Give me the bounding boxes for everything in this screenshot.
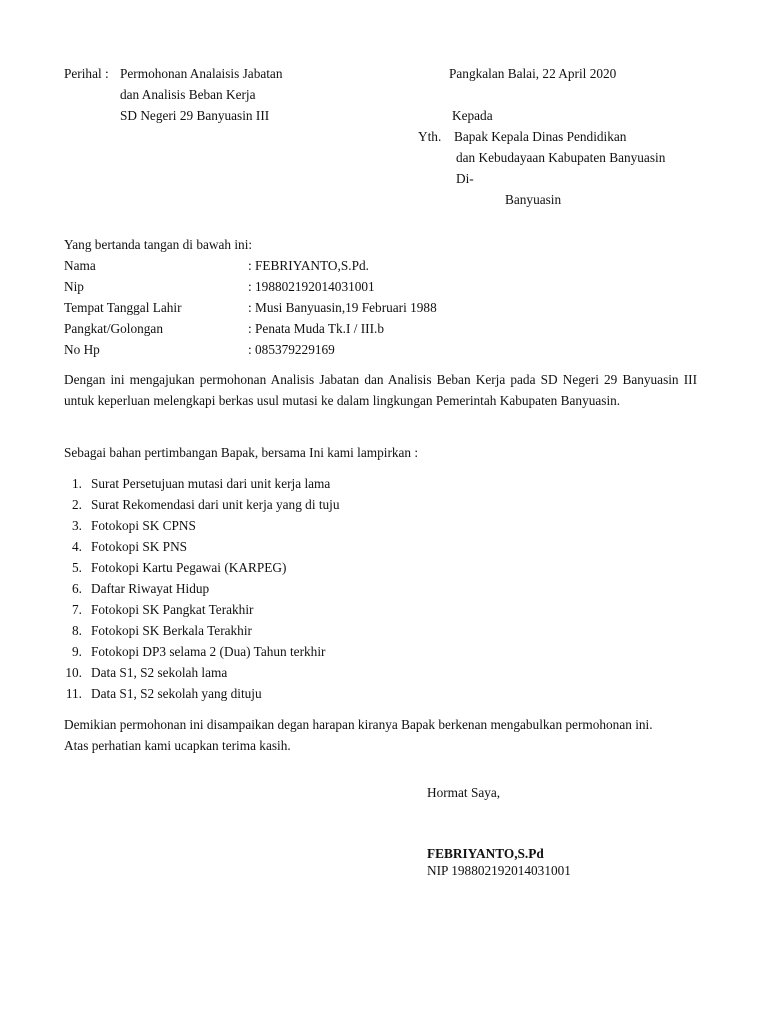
perihal-line-2: dan Analisis Beban Kerja xyxy=(120,87,256,102)
list-item-number: 5. xyxy=(72,560,82,575)
list-item-text: Fotokopi SK Berkala Terakhir xyxy=(91,623,252,638)
list-item-text: Daftar Riwayat Hidup xyxy=(91,581,210,596)
list-item-number: 6. xyxy=(72,581,82,596)
recipient-line-1: Bapak Kepala Dinas Pendidikan xyxy=(454,129,627,144)
intro-text: Yang bertanda tangan di bawah ini: xyxy=(64,237,253,252)
identity-label-ttl: Tempat Tanggal Lahir xyxy=(64,300,182,315)
recipient-line-2: dan Kebudayaan Kabupaten Banyuasin xyxy=(456,150,666,165)
list-item-number: 11. xyxy=(65,686,82,701)
list-item-text: Data S1, S2 sekolah yang dituju xyxy=(91,686,262,701)
perihal-line-1: Permohonan Analaisis Jabatan xyxy=(120,66,283,81)
list-item-number: 10. xyxy=(65,665,82,680)
perihal-line-3: SD Negeri 29 Banyuasin III xyxy=(120,108,270,123)
perihal-label xyxy=(64,66,109,82)
identity-label-nama: Nama xyxy=(64,258,96,273)
list-item-text: Data S1, S2 sekolah lama xyxy=(91,665,228,680)
closing-paragraph: Demikian permohonan ini disampaikan degan harapan kiranya Bapak berkenan mengabulkan permohonan ini. Atas perhatian kami ucapkan terima kasih. xyxy=(64,717,653,753)
signature-name: FEBRIYANTO,S.Pd xyxy=(427,846,544,861)
list-item-number: 8. xyxy=(72,623,82,638)
identity-value-nama: : FEBRIYANTO,S.Pd. xyxy=(248,258,369,273)
request-paragraph: Dengan ini mengajukan permohonan Analisis Jabatan dan Analisis Beban Kerja pada SD Negeri 29 Banyuasin III untuk keperluan melengkapi berkas usul mutasi ke dalam lingkungan Pemerintah Kabupaten Banyuasin. xyxy=(64,372,697,408)
identity-label-nip: Nip xyxy=(64,279,84,294)
list-item-text: Fotokopi DP3 selama 2 (Dua) Tahun terkhir xyxy=(91,644,326,659)
identity-value-ttl: : Musi Banyuasin,19 Februari 1988 xyxy=(248,300,437,315)
list-item-text: Fotokopi SK CPNS xyxy=(91,518,196,533)
list-item-number: 3. xyxy=(72,518,82,533)
list-item-text: Fotokopi SK PNS xyxy=(91,539,188,554)
list-item-text: Surat Persetujuan mutasi dari unit kerja lama xyxy=(91,476,331,491)
list-item-number: 1. xyxy=(72,476,82,491)
attachments-intro: Sebagai bahan pertimbangan Bapak, bersama Ini kami lampirkan : xyxy=(64,445,419,460)
identity-value-pangkat: : Penata Muda Tk.I / III.b xyxy=(248,321,385,336)
list-item-number: 9. xyxy=(72,644,82,659)
list-item-number: 4. xyxy=(72,539,82,554)
perihal-separator: : xyxy=(105,66,109,81)
identity-value-hp: : 085379229169 xyxy=(248,342,335,357)
recipient-di: Di- xyxy=(456,171,474,186)
identity-label-pangkat: Pangkat/Golongan xyxy=(64,321,163,336)
place-date: Pangkalan Balai, 22 April 2020 xyxy=(449,66,617,81)
perihal-label-text: Perihal xyxy=(64,66,102,81)
recipient-kepada: Kepada xyxy=(452,108,493,123)
signature-nip: NIP 198802192014031001 xyxy=(427,863,571,878)
identity-label-hp: No Hp xyxy=(64,342,100,357)
list-item-number: 2. xyxy=(72,497,82,512)
recipient-yth: Yth. xyxy=(418,129,442,144)
list-item-text: Fotokopi Kartu Pegawai (KARPEG) xyxy=(91,560,287,575)
list-item-text: Surat Rekomendasi dari unit kerja yang di tuju xyxy=(91,497,340,512)
signature-greeting: Hormat Saya, xyxy=(427,785,501,800)
identity-value-nip: : 198802192014031001 xyxy=(248,279,375,294)
list-item-text: Fotokopi SK Pangkat Terakhir xyxy=(91,602,254,617)
list-item-number: 7. xyxy=(72,602,82,617)
recipient-city: Banyuasin xyxy=(505,192,562,207)
